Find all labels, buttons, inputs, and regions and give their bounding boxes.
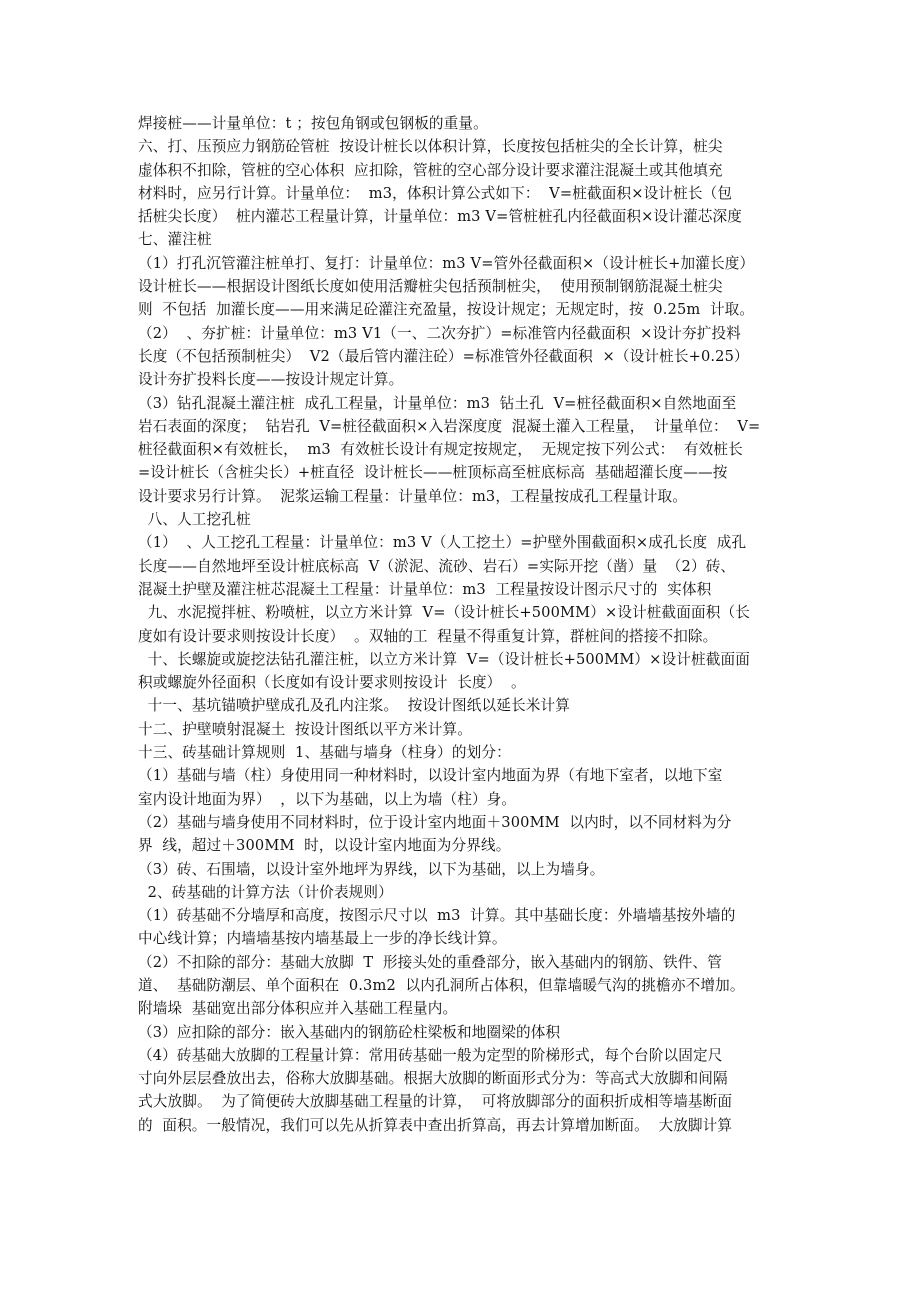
text-line: 道、 基础防潮层、单个面积在 0.3m2 以内孔洞所占体积，但靠墙暖气沟的挑檐亦不增加。 [138, 976, 745, 994]
text-line: 设计要求另行计算。 泥浆运输工程量：计量单位：m3，工程量按成孔工程量计取。 [138, 487, 688, 505]
text-line: 设计桩长——根据设计图纸长度如使用活瓣桩尖包括预制桩尖， 使用预制钢筋混凝土桩尖 [138, 278, 723, 296]
text-line: 七、灌注桩 [138, 231, 212, 249]
text-line: （2） 、夯扩桩：计量单位：m3 V1（一、二次夯扩）=标准管内径截面积 ×设计夯扩投料 [138, 324, 741, 342]
document-body [138, 112, 798, 1137]
text-line: （1）砖基础不分墙厚和高度，按图示尺寸以 m3 计算。其中基础长度：外墙墙基按外墙的 [138, 907, 736, 925]
text-line: （3）应扣除的部分：嵌入基础内的钢筋砼柱梁板和地圈梁的体积 [138, 1023, 561, 1041]
text-line: 长度（不包括预制桩尖） V2（最后管内灌注砼）=标准管外径截面积 ×（设计桩长+0.25） [138, 347, 749, 365]
text-line: 长度——自然地坪至设计桩底标高 V（淤泥、流砂、岩石）=实际开挖（凿）量 （2）砖、 [138, 557, 736, 575]
text-line: 十、长螺旋或旋挖法钻孔灌注桩，以立方米计算 V=（设计桩长+500MM）×设计桩截面面 [138, 650, 751, 668]
text-line: 材料时，应另行计算。计量单位： m3，体积计算公式如下： V=桩截面积×设计桩长（包 [138, 184, 733, 202]
text-line: 界 线，超过＋300MM 时，以设计室内地面为分界线。 [138, 837, 511, 855]
text-line: （1）打孔沉管灌注桩单打、复打：计量单位：m3 V=管外径截面积×（设计桩长+加灌长度） [138, 254, 755, 272]
text-line: （1）基础与墙（柱）身使用同一种材料时，以设计室内地面为界（有地下室者，以地下室 [138, 767, 723, 785]
text-line: 括桩尖长度） 桩内灌芯工程量计算，计量单位：m3 V=管桩桩孔内径截面积×设计灌芯深度 [138, 208, 743, 226]
text-line: 混凝土护壁及灌注桩芯混凝土工程量：计量单位：m3 工程量按设计图示尺寸的 实体积 [138, 580, 712, 598]
text-line: 中心线计算；内墙墙基按内墙基最上一步的净长线计算。 [138, 930, 507, 948]
text-line: 积或螺旋外径面积（长度如有设计要求则按设计 长度） 。 [138, 674, 526, 692]
text-line: 室内设计地面为界） ，以下为基础，以上为墙（柱）身。 [138, 790, 517, 808]
text-line: （1） 、人工挖孔工程量：计量单位：m3 V（人工挖土）=护壁外围截面积×成孔长度 成孔 [138, 534, 747, 552]
text-line: 十一、基坑锚喷护壁成孔及孔内注浆。 按设计图纸以延长米计算 [138, 697, 570, 715]
text-line: 附墙垛 基础宽出部分体积应并入基础工程量内。 [138, 1000, 458, 1018]
text-line: 八、人工挖孔桩 [138, 511, 251, 529]
text-line: 寸向外层层叠放出去，俗称大放脚基础。根据大放脚的断面形式分为：等高式大放脚和间隔 [138, 1070, 728, 1088]
text-line: 十二、护壁喷射混凝土 按设计图纸以平方米计算。 [138, 720, 472, 738]
text-line: 度如有设计要求则按设计长度） 。双轴的工 程量不得重复计算，群桩间的搭接不扣除。 [138, 627, 718, 645]
text-line: （2）基础与墙身使用不同材料时，位于设计室内地面＋300MM 以内时，以不同材料为分 [138, 813, 732, 831]
text-line: 岩石表面的深度； 钻岩孔 V=桩径截面积×入岩深度度 混凝土灌入工程量， 计量单位： V= [138, 417, 761, 435]
text-line: 焊接桩——计量单位：t ；按包角钢或包钢板的重量。 [138, 115, 488, 132]
text-line: 虚体积不扣除，管桩的空心体积 应扣除，管桩的空心部分设计要求灌注混凝土或其他填充 [138, 161, 723, 179]
text-line: 的 面积。一般情况，我们可以先从折算表中查出折算高，再去计算增加断面。 大放脚计算 [138, 1116, 733, 1134]
text-line: 2、砖基础的计算方法（计价表规则） [138, 883, 393, 901]
text-line: 桩径截面积×有效桩长， m3 有效桩长设计有规定按规定， 无规定按下列公式： 有效桩长 [138, 441, 743, 459]
text-line: （3）砖、石围墙，以设计室外地坪为界线，以下为基础，以上为墙身。 [138, 860, 605, 878]
text-line: 六、打、压预应力钢筋砼管桩 按设计桩长以体积计算，长度按包括桩尖的全长计算，桩尖 [138, 138, 723, 156]
text-line: （2）不扣除的部分：基础大放脚 T 形接头处的重叠部分，嵌入基础内的钢筋、铁件、管 [138, 953, 722, 971]
text-line: 则 不包括 加灌长度——用来满足砼灌注充盈量，按设计规定；无规定时，按 0.25m 计取。 [138, 301, 755, 319]
text-line: （3）钻孔混凝土灌注桩 成孔工程量，计量单位：m3 钻土孔 V=桩径截面积×自然地面至 [138, 394, 737, 412]
text-line: 十三、砖基础计算规则 1、基础与墙身（柱身）的划分： [138, 744, 511, 762]
text-line: 设计夯扩投料长度——按设计规定计算。 [138, 371, 404, 389]
text-line: =设计桩长（含桩尖长）+桩直径 设计桩长——桩顶标高至桩底标高 基础超灌长度——按 [138, 464, 728, 482]
text-line: （4）砖基础大放脚的工程量计算：常用砖基础一般为定型的阶梯形式，每个台阶以固定尺 [138, 1046, 723, 1064]
text-line: 九、水泥搅拌桩、粉喷桩，以立方米计算 V=（设计桩长+500MM）×设计桩截面面积（长 [138, 604, 751, 622]
text-line: 式大放脚。 为了简便砖大放脚基础工程量的计算， 可将放脚部分的面积折成相等墙基断面 [138, 1093, 733, 1111]
